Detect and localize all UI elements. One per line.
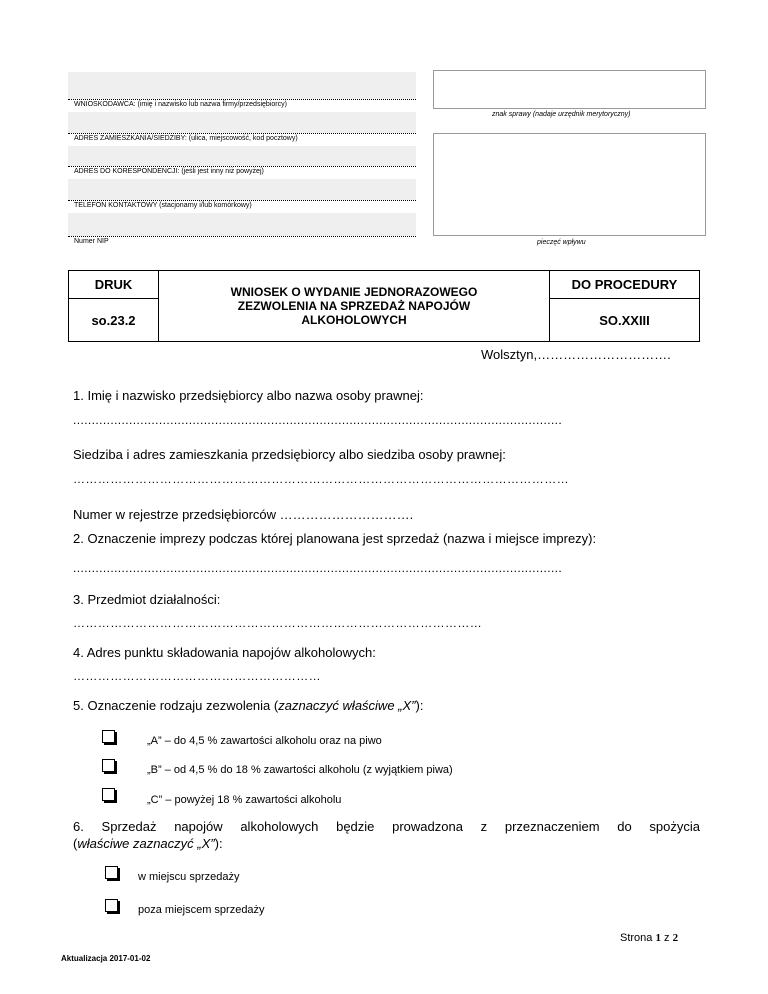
procedure-code: SO.XXIII: [550, 299, 700, 342]
case-number-box[interactable]: [433, 70, 706, 109]
correspondence-label: ADRES DO KORESPONDENCJI: (jeśli jest inny niż powyżej): [74, 168, 264, 175]
off-premises-checkbox[interactable]: [105, 899, 118, 912]
stamp-caption: pieczęć wpływu: [537, 239, 586, 246]
phone-label: TELEFON KONTAKTOWY (stacjonarny i/lub komórkowy): [74, 202, 252, 209]
q1b-fill[interactable]: …………………………………………………………………………………………………………: [73, 472, 569, 486]
form-header-table: [68, 270, 700, 342]
druk-code: so.23.2: [69, 299, 159, 342]
q5-text: 5. Oznaczenie rodzaju zezwolenia (zaznaczyć właściwe „X”):: [73, 698, 424, 713]
q4-fill[interactable]: ……………………………………………………: [73, 669, 321, 683]
nip-label: Numer NIP: [74, 238, 109, 245]
on-premises-checkbox[interactable]: [105, 866, 118, 879]
q1-text: 1. Imię i nazwisko przedsiębiorcy albo nazwa osoby prawnej:: [73, 388, 424, 403]
druk-label: DRUK: [69, 271, 159, 299]
address-label: ADRES ZAMIESZKANIA/SIEDZIBY: (ulica, miejscowość, kod pocztowy): [74, 135, 298, 142]
correspondence-field[interactable]: [68, 146, 416, 166]
applicant-label: WNIOSKODAWCA: (imię i nazwisko lub nazwa firmy/przedsiębiorcy): [74, 101, 287, 108]
off-premises-label: poza miejscem sprzedaży: [138, 904, 265, 916]
q4-text: 4. Adres punktu składowania napojów alkoholowych:: [73, 645, 376, 660]
q2-text: 2. Oznaczenie imprezy podczas której planowana jest sprzedaż (nazwa i miejsce imprezy):: [73, 531, 597, 546]
q3-text: 3. Przedmiot działalności:: [73, 592, 221, 607]
option-a-label: „A” – do 4,5 % zawartości alkoholu oraz na piwo: [147, 735, 382, 747]
on-premises-label: w miejscu sprzedaży: [138, 871, 240, 883]
option-b-label: „B” – od 4,5 % do 18 % zawartości alkoholu (z wyjątkiem piwa): [147, 764, 453, 776]
q1c-text[interactable]: Numer w rejestrze przedsiębiorców ………………………….: [73, 507, 414, 522]
place-date: Wolsztyn,………………………….: [481, 347, 671, 362]
address-field[interactable]: [68, 112, 416, 133]
stamp-box: [433, 133, 706, 236]
applicant-field[interactable]: [68, 72, 416, 99]
q1-fill[interactable]: ...................................................................................................................................: [73, 413, 563, 427]
form-title: WNIOSEK O WYDANIE JEDNORAZOWEGO ZEZWOLENIA NA SPRZEDAŻ NAPOJÓW ALKOHOLOWYCH: [159, 271, 550, 342]
update-date: Aktualizacja 2017-01-02: [61, 954, 151, 963]
option-a-checkbox[interactable]: [102, 730, 115, 743]
option-c-label: „C” – powyżej 18 % zawartości alkoholu: [147, 794, 342, 806]
q2-fill[interactable]: ...................................................................................................................................: [73, 561, 563, 575]
q3-fill[interactable]: ………………………………………………………………………………………: [73, 616, 483, 630]
option-c-checkbox[interactable]: [102, 788, 115, 801]
q6-text: 6. Sprzedaż napojów alkoholowych będzie prowadzona z przeznaczeniem do spożycia: [73, 819, 700, 834]
phone-field[interactable]: [68, 179, 416, 200]
q1b-text: Siedziba i adres zamieszkania przedsiębiorcy albo siedziba osoby prawnej:: [73, 447, 506, 462]
q6-instruction: (właściwe zaznaczyć „X”):: [73, 836, 223, 851]
nip-field[interactable]: [68, 213, 416, 236]
option-b-checkbox[interactable]: [102, 759, 115, 772]
page-number: Strona 1 z 2: [620, 932, 679, 944]
nip-line: [68, 236, 416, 237]
procedure-label: DO PROCEDURY: [550, 271, 700, 299]
case-number-caption: znak sprawy (nadaje urzędnik merytoryczny): [492, 111, 631, 118]
